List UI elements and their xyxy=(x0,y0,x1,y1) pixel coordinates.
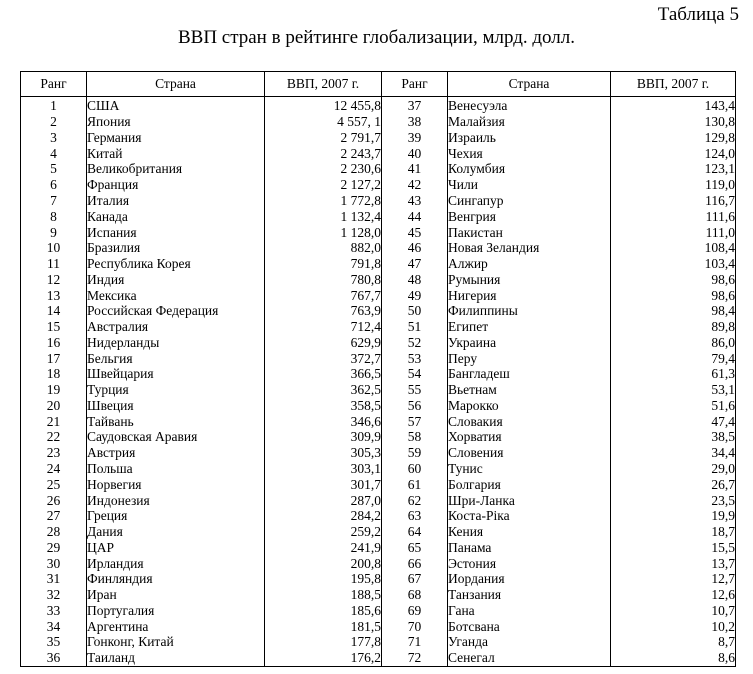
rank-cell: 54 xyxy=(382,366,448,382)
country-cell: Словакия xyxy=(448,413,611,429)
rank-cell: 22 xyxy=(21,429,87,445)
table-row xyxy=(21,334,736,350)
gdp-cell: 185,6 xyxy=(265,603,382,619)
gdp-cell: 4 557, 1 xyxy=(265,114,382,130)
country-cell: Кения xyxy=(448,524,611,540)
table-row xyxy=(21,413,736,429)
country-cell: Марокко xyxy=(448,398,611,414)
country-cell: Алжир xyxy=(448,256,611,272)
country-cell: Чили xyxy=(448,177,611,193)
country-cell: Тайвань xyxy=(87,413,265,429)
rank-cell: 18 xyxy=(21,366,87,382)
table-row xyxy=(21,445,736,461)
rank-cell: 16 xyxy=(21,334,87,350)
table-row xyxy=(21,303,736,319)
country-cell: США xyxy=(87,97,265,114)
table-row xyxy=(21,398,736,414)
gdp-cell: 26,7 xyxy=(611,476,736,492)
country-cell: Филиппины xyxy=(448,303,611,319)
rank-cell: 61 xyxy=(382,476,448,492)
gdp-cell: 130,8 xyxy=(611,114,736,130)
gdp-cell: 8,6 xyxy=(611,650,736,666)
country-cell: Австралия xyxy=(87,319,265,335)
gdp-cell: 362,5 xyxy=(265,382,382,398)
gdp-cell: 86,0 xyxy=(611,334,736,350)
gdp-cell: 111,6 xyxy=(611,208,736,224)
gdp-cell: 2 243,7 xyxy=(265,145,382,161)
country-cell: Чехия xyxy=(448,145,611,161)
gdp-cell: 8,7 xyxy=(611,634,736,650)
gdp-cell: 305,3 xyxy=(265,445,382,461)
rank-cell: 62 xyxy=(382,492,448,508)
rank-cell: 10 xyxy=(21,240,87,256)
gdp-cell: 98,6 xyxy=(611,271,736,287)
country-cell: Ботсвана xyxy=(448,618,611,634)
gdp-cell: 129,8 xyxy=(611,130,736,146)
country-cell: Канада xyxy=(87,208,265,224)
table-row xyxy=(21,650,736,666)
table-row xyxy=(21,130,736,146)
rank-cell: 2 xyxy=(21,114,87,130)
gdp-cell: 763,9 xyxy=(265,303,382,319)
country-cell: Испания xyxy=(87,224,265,240)
header-gdp: ВВП, 2007 г. xyxy=(265,72,382,97)
gdp-cell: 2 791,7 xyxy=(265,130,382,146)
country-cell: Танзания xyxy=(448,587,611,603)
gdp-cell: 103,4 xyxy=(611,256,736,272)
rank-cell: 15 xyxy=(21,319,87,335)
gdp-cell: 143,4 xyxy=(611,97,736,114)
gdp-cell: 53,1 xyxy=(611,382,736,398)
rank-cell: 6 xyxy=(21,177,87,193)
rank-cell: 26 xyxy=(21,492,87,508)
rank-cell: 53 xyxy=(382,350,448,366)
rank-cell: 59 xyxy=(382,445,448,461)
gdp-cell: 241,9 xyxy=(265,539,382,555)
country-cell: Япония xyxy=(87,114,265,130)
country-cell: Норвегия xyxy=(87,476,265,492)
table-row xyxy=(21,224,736,240)
country-cell: Хорватия xyxy=(448,429,611,445)
rank-cell: 24 xyxy=(21,461,87,477)
table-body xyxy=(21,97,736,667)
country-cell: Австрия xyxy=(87,445,265,461)
rank-cell: 68 xyxy=(382,587,448,603)
gdp-cell: 111,0 xyxy=(611,224,736,240)
country-cell: Мексика xyxy=(87,287,265,303)
rank-cell: 40 xyxy=(382,145,448,161)
country-cell: Германия xyxy=(87,130,265,146)
table-row xyxy=(21,382,736,398)
country-cell: Пакистан xyxy=(448,224,611,240)
gdp-cell: 15,5 xyxy=(611,539,736,555)
country-cell: Индия xyxy=(87,271,265,287)
country-cell: Китай xyxy=(87,145,265,161)
gdp-cell: 780,8 xyxy=(265,271,382,287)
rank-cell: 44 xyxy=(382,208,448,224)
rank-cell: 71 xyxy=(382,634,448,650)
country-cell: Португалия xyxy=(87,603,265,619)
rank-cell: 56 xyxy=(382,398,448,414)
gdp-cell: 10,7 xyxy=(611,603,736,619)
country-cell: Великобритания xyxy=(87,161,265,177)
table-row xyxy=(21,271,736,287)
gdp-cell: 358,5 xyxy=(265,398,382,414)
table-row xyxy=(21,634,736,650)
rank-cell: 33 xyxy=(21,603,87,619)
rank-cell: 30 xyxy=(21,555,87,571)
country-cell: Нигерия xyxy=(448,287,611,303)
gdp-cell: 188,5 xyxy=(265,587,382,603)
gdp-table xyxy=(20,71,736,667)
rank-cell: 66 xyxy=(382,555,448,571)
country-cell: Вьетнам xyxy=(448,382,611,398)
country-cell: Швеция xyxy=(87,398,265,414)
country-cell: Тунис xyxy=(448,461,611,477)
gdp-cell: 51,6 xyxy=(611,398,736,414)
table-row xyxy=(21,287,736,303)
rank-cell: 63 xyxy=(382,508,448,524)
gdp-cell: 29,0 xyxy=(611,461,736,477)
table-row xyxy=(21,161,736,177)
gdp-cell: 372,7 xyxy=(265,350,382,366)
table-row xyxy=(21,524,736,540)
country-cell: Бельгия xyxy=(87,350,265,366)
country-cell: Финляндия xyxy=(87,571,265,587)
gdp-cell: 116,7 xyxy=(611,193,736,209)
country-cell: Перу xyxy=(448,350,611,366)
country-cell: Венесуэла xyxy=(448,97,611,114)
rank-cell: 34 xyxy=(21,618,87,634)
country-cell: Франция xyxy=(87,177,265,193)
country-cell: Шри-Ланка xyxy=(448,492,611,508)
table-row xyxy=(21,319,736,335)
rank-cell: 19 xyxy=(21,382,87,398)
header-country: Страна xyxy=(448,72,611,97)
gdp-cell: 1 772,8 xyxy=(265,193,382,209)
rank-cell: 43 xyxy=(382,193,448,209)
table-row xyxy=(21,240,736,256)
country-cell: Российская Федерация xyxy=(87,303,265,319)
rank-cell: 69 xyxy=(382,603,448,619)
rank-cell: 32 xyxy=(21,587,87,603)
table-row xyxy=(21,587,736,603)
rank-cell: 4 xyxy=(21,145,87,161)
country-cell: Колумбия xyxy=(448,161,611,177)
country-cell: ЦАР xyxy=(87,539,265,555)
rank-cell: 20 xyxy=(21,398,87,414)
country-cell: Бангладеш xyxy=(448,366,611,382)
gdp-cell: 13,7 xyxy=(611,555,736,571)
gdp-cell: 309,9 xyxy=(265,429,382,445)
gdp-cell: 176,2 xyxy=(265,650,382,666)
country-cell: Ирландия xyxy=(87,555,265,571)
rank-cell: 13 xyxy=(21,287,87,303)
gdp-cell: 200,8 xyxy=(265,555,382,571)
table-row xyxy=(21,177,736,193)
gdp-cell: 98,6 xyxy=(611,287,736,303)
rank-cell: 35 xyxy=(21,634,87,650)
country-cell: Болгария xyxy=(448,476,611,492)
table-label: Таблица 5 xyxy=(657,4,739,25)
country-cell: Италия xyxy=(87,193,265,209)
rank-cell: 9 xyxy=(21,224,87,240)
gdp-cell: 47,4 xyxy=(611,413,736,429)
rank-cell: 64 xyxy=(382,524,448,540)
table-row xyxy=(21,461,736,477)
country-cell: Египет xyxy=(448,319,611,335)
country-cell: Коста-Ріка xyxy=(448,508,611,524)
rank-cell: 1 xyxy=(21,97,87,114)
rank-cell: 52 xyxy=(382,334,448,350)
gdp-cell: 61,3 xyxy=(611,366,736,382)
rank-cell: 27 xyxy=(21,508,87,524)
country-cell: Саудовская Аравия xyxy=(87,429,265,445)
table-row xyxy=(21,476,736,492)
rank-cell: 58 xyxy=(382,429,448,445)
table-row xyxy=(21,208,736,224)
country-cell: Аргентина xyxy=(87,618,265,634)
country-cell: Уганда xyxy=(448,634,611,650)
rank-cell: 37 xyxy=(382,97,448,114)
country-cell: Турция xyxy=(87,382,265,398)
country-cell: Сингапур xyxy=(448,193,611,209)
gdp-cell: 287,0 xyxy=(265,492,382,508)
rank-cell: 65 xyxy=(382,539,448,555)
gdp-cell: 303,1 xyxy=(265,461,382,477)
country-cell: Индонезия xyxy=(87,492,265,508)
table-row xyxy=(21,555,736,571)
gdp-cell: 89,8 xyxy=(611,319,736,335)
rank-cell: 31 xyxy=(21,571,87,587)
gdp-cell: 882,0 xyxy=(265,240,382,256)
country-cell: Словения xyxy=(448,445,611,461)
rank-cell: 21 xyxy=(21,413,87,429)
header-country: Страна xyxy=(87,72,265,97)
country-cell: Израиль xyxy=(448,130,611,146)
header-gdp: ВВП, 2007 г. xyxy=(611,72,736,97)
country-cell: Бразилия xyxy=(87,240,265,256)
country-cell: Дания xyxy=(87,524,265,540)
rank-cell: 38 xyxy=(382,114,448,130)
rank-cell: 42 xyxy=(382,177,448,193)
table-row xyxy=(21,114,736,130)
header-rank: Ранг xyxy=(21,72,87,97)
rank-cell: 36 xyxy=(21,650,87,666)
table-row xyxy=(21,429,736,445)
country-cell: Панама xyxy=(448,539,611,555)
gdp-cell: 123,1 xyxy=(611,161,736,177)
rank-cell: 72 xyxy=(382,650,448,666)
rank-cell: 41 xyxy=(382,161,448,177)
country-cell: Греция xyxy=(87,508,265,524)
gdp-cell: 19,9 xyxy=(611,508,736,524)
gdp-cell: 284,2 xyxy=(265,508,382,524)
country-cell: Швейцария xyxy=(87,366,265,382)
gdp-cell: 195,8 xyxy=(265,571,382,587)
rank-cell: 39 xyxy=(382,130,448,146)
gdp-cell: 259,2 xyxy=(265,524,382,540)
table-row xyxy=(21,193,736,209)
country-cell: Гана xyxy=(448,603,611,619)
country-cell: Эстония xyxy=(448,555,611,571)
gdp-cell: 177,8 xyxy=(265,634,382,650)
table-row xyxy=(21,350,736,366)
rank-cell: 50 xyxy=(382,303,448,319)
gdp-cell: 181,5 xyxy=(265,618,382,634)
country-cell: Сенегал xyxy=(448,650,611,666)
gdp-cell: 12,7 xyxy=(611,571,736,587)
country-cell: Таиланд xyxy=(87,650,265,666)
table-row xyxy=(21,256,736,272)
rank-cell: 11 xyxy=(21,256,87,272)
table-row xyxy=(21,571,736,587)
rank-cell: 29 xyxy=(21,539,87,555)
table-row xyxy=(21,366,736,382)
header-rank: Ранг xyxy=(382,72,448,97)
rank-cell: 25 xyxy=(21,476,87,492)
country-cell: Иран xyxy=(87,587,265,603)
country-cell: Иордания xyxy=(448,571,611,587)
gdp-cell: 1 128,0 xyxy=(265,224,382,240)
table-row xyxy=(21,603,736,619)
table-row xyxy=(21,492,736,508)
gdp-cell: 301,7 xyxy=(265,476,382,492)
country-cell: Республика Корея xyxy=(87,256,265,272)
rank-cell: 23 xyxy=(21,445,87,461)
gdp-cell: 98,4 xyxy=(611,303,736,319)
gdp-cell: 108,4 xyxy=(611,240,736,256)
table-row xyxy=(21,97,736,114)
gdp-cell: 2 230,6 xyxy=(265,161,382,177)
country-cell: Венгрия xyxy=(448,208,611,224)
gdp-cell: 12 455,8 xyxy=(265,97,382,114)
gdp-cell: 2 127,2 xyxy=(265,177,382,193)
table-header-row xyxy=(21,72,736,97)
gdp-cell: 767,7 xyxy=(265,287,382,303)
rank-cell: 55 xyxy=(382,382,448,398)
rank-cell: 57 xyxy=(382,413,448,429)
gdp-cell: 791,8 xyxy=(265,256,382,272)
table-row xyxy=(21,618,736,634)
rank-cell: 48 xyxy=(382,271,448,287)
country-cell: Гонконг, Китай xyxy=(87,634,265,650)
gdp-cell: 38,5 xyxy=(611,429,736,445)
gdp-cell: 119,0 xyxy=(611,177,736,193)
gdp-cell: 34,4 xyxy=(611,445,736,461)
rank-cell: 46 xyxy=(382,240,448,256)
country-cell: Польша xyxy=(87,461,265,477)
rank-cell: 28 xyxy=(21,524,87,540)
rank-cell: 45 xyxy=(382,224,448,240)
rank-cell: 14 xyxy=(21,303,87,319)
gdp-cell: 10,2 xyxy=(611,618,736,634)
gdp-cell: 79,4 xyxy=(611,350,736,366)
gdp-cell: 124,0 xyxy=(611,145,736,161)
rank-cell: 67 xyxy=(382,571,448,587)
gdp-cell: 18,7 xyxy=(611,524,736,540)
gdp-cell: 629,9 xyxy=(265,334,382,350)
country-cell: Румыния xyxy=(448,271,611,287)
gdp-cell: 1 132,4 xyxy=(265,208,382,224)
rank-cell: 70 xyxy=(382,618,448,634)
gdp-cell: 12,6 xyxy=(611,587,736,603)
rank-cell: 17 xyxy=(21,350,87,366)
country-cell: Нидерланды xyxy=(87,334,265,350)
rank-cell: 47 xyxy=(382,256,448,272)
rank-cell: 5 xyxy=(21,161,87,177)
rank-cell: 60 xyxy=(382,461,448,477)
table-row xyxy=(21,145,736,161)
rank-cell: 49 xyxy=(382,287,448,303)
rank-cell: 51 xyxy=(382,319,448,335)
rank-cell: 7 xyxy=(21,193,87,209)
gdp-cell: 366,5 xyxy=(265,366,382,382)
table-title: ВВП стран в рейтинге глобализации, млрд. долл. xyxy=(177,27,576,48)
rank-cell: 12 xyxy=(21,271,87,287)
country-cell: Украина xyxy=(448,334,611,350)
gdp-cell: 712,4 xyxy=(265,319,382,335)
gdp-cell: 346,6 xyxy=(265,413,382,429)
country-cell: Малайзия xyxy=(448,114,611,130)
country-cell: Новая Зеландия xyxy=(448,240,611,256)
table-row xyxy=(21,508,736,524)
rank-cell: 3 xyxy=(21,130,87,146)
table-row xyxy=(21,539,736,555)
gdp-cell: 23,5 xyxy=(611,492,736,508)
rank-cell: 8 xyxy=(21,208,87,224)
